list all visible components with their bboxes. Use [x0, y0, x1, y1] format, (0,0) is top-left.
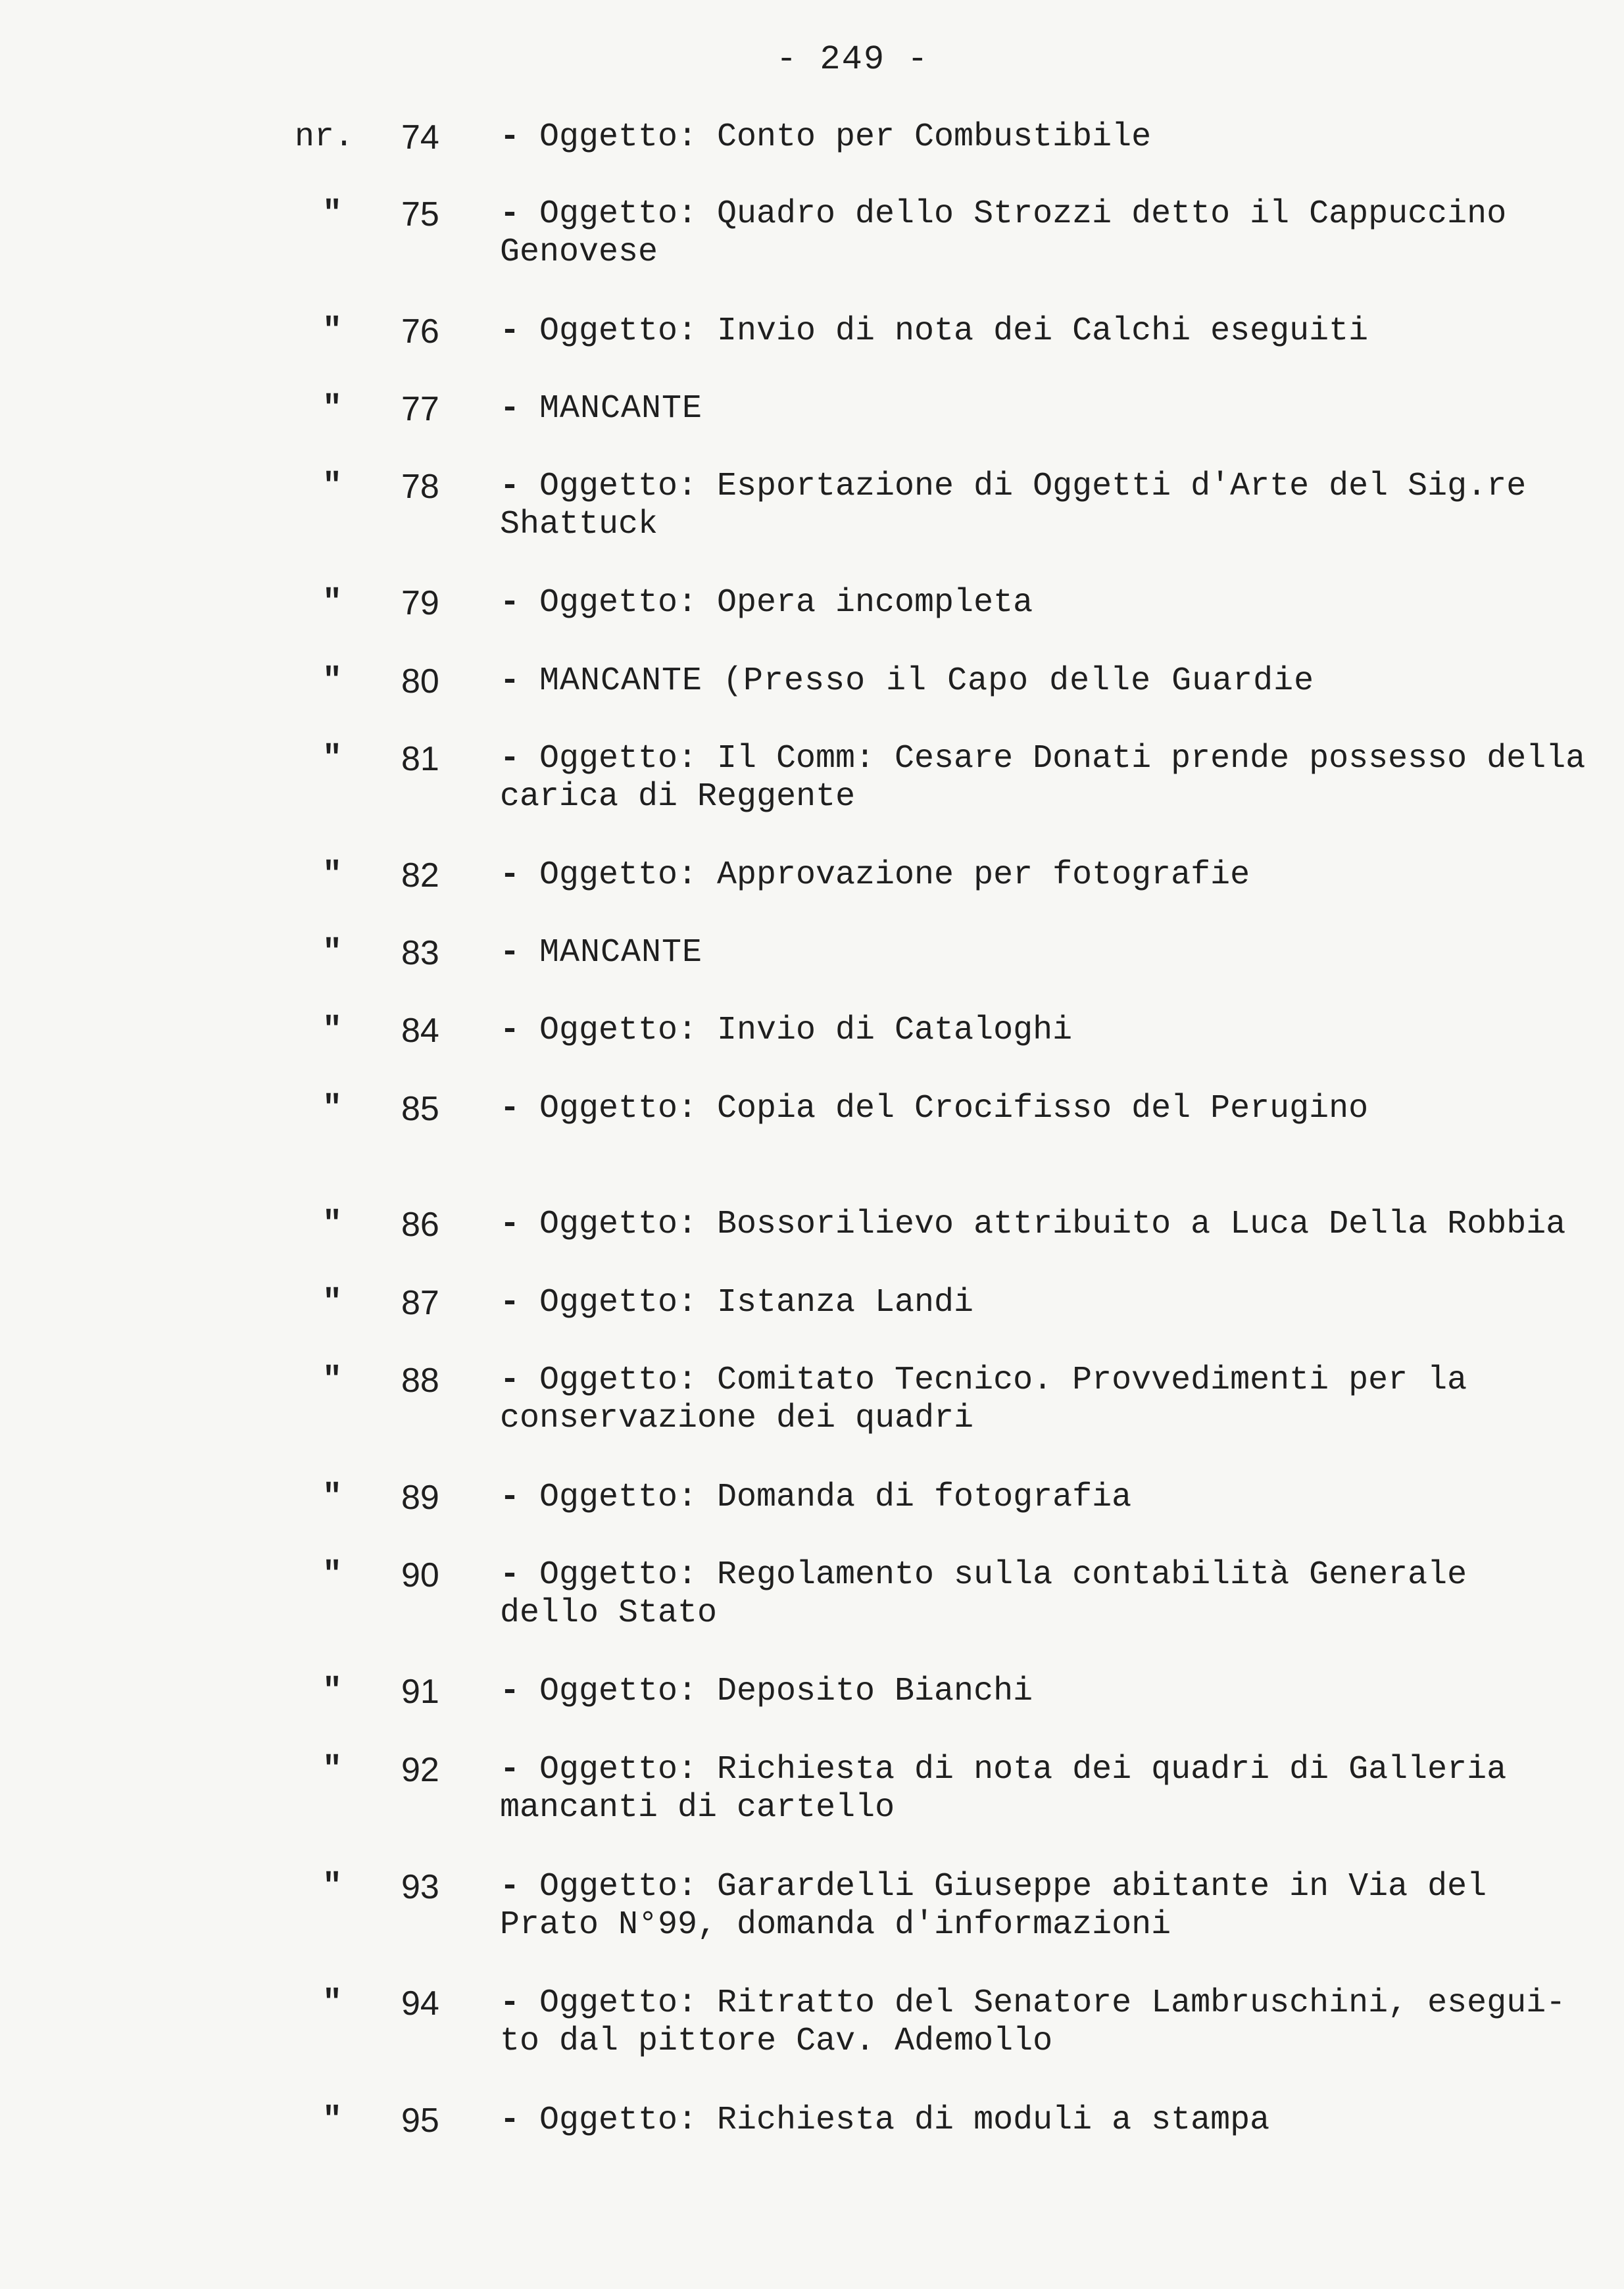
entry-dash: - — [500, 390, 520, 428]
entry-row — [0, 1284, 1624, 1322]
entry-label: Oggetto: — [539, 468, 698, 505]
entry-subject: Bossorilievo attribuito a Luca Della Robbia — [717, 1206, 1566, 1243]
entry-subject-continuation: Shattuck — [500, 506, 658, 543]
ditto-mark: " — [322, 1090, 343, 1127]
entry-dash: - — [500, 118, 520, 156]
ditto-mark: " — [322, 1362, 343, 1399]
entry-subject-continuation: carica di Reggente — [500, 778, 856, 816]
entry-subject-continuation: conservazione dei quadri — [500, 1400, 974, 1437]
entry-number: 83 — [401, 934, 439, 972]
entry-dash: - — [500, 2102, 520, 2139]
ditto-mark: " — [322, 468, 343, 505]
entry-number: 74 — [401, 118, 439, 157]
entry-subject: Ritratto del Senatore Lambruschini, esegui- — [717, 1984, 1566, 2022]
entry-subject: Copia del Crocifisso del Perugino — [717, 1090, 1369, 1127]
entry-label: Oggetto: — [539, 1751, 698, 1788]
entry-dash: - — [500, 1556, 520, 1594]
entry-row — [0, 1751, 1624, 1827]
entry-label: Oggetto: — [539, 1556, 698, 1594]
entry-label: Oggetto: — [539, 1868, 698, 1906]
entry-dash: - — [500, 584, 520, 622]
entry-label: Oggetto: — [539, 195, 698, 233]
ditto-mark: " — [322, 584, 343, 622]
entry-label: Oggetto: — [539, 1012, 698, 1049]
entry-row — [0, 934, 1624, 972]
entry-label: Oggetto: — [539, 740, 698, 777]
ditto-mark: " — [322, 934, 343, 972]
entry-dash: - — [500, 740, 520, 777]
ditto-mark: " — [322, 1012, 343, 1049]
entry-dash: - — [500, 312, 520, 350]
entry-subject: Quadro dello Strozzi detto il Cappuccino — [717, 195, 1507, 233]
ditto-mark: " — [322, 195, 343, 233]
entry-missing-note: MANCANTE (Presso il Capo delle Guardie — [539, 662, 1315, 700]
entry-missing-note: MANCANTE — [539, 390, 703, 428]
entry-number: 87 — [401, 1284, 439, 1322]
page-number: - 249 - — [776, 40, 929, 79]
entry-dash: - — [500, 934, 520, 972]
entry-number: 81 — [401, 740, 439, 778]
entry-row — [0, 584, 1624, 622]
ditto-mark: " — [322, 312, 343, 350]
entry-label: Oggetto: — [539, 1673, 698, 1710]
entry-subject-continuation: mancanti di cartello — [500, 1789, 895, 1827]
ditto-mark: " — [322, 2102, 343, 2139]
entry-number: 80 — [401, 662, 439, 701]
entry-number: 77 — [401, 390, 439, 428]
entry-dash: - — [500, 1868, 520, 1906]
entry-number: 86 — [401, 1206, 439, 1244]
entry-subject: Richiesta di moduli a stampa — [717, 2102, 1270, 2139]
entry-row — [0, 1984, 1624, 2061]
entry-row — [0, 195, 1624, 272]
entry-row — [0, 118, 1624, 157]
entry-dash: - — [500, 468, 520, 505]
entry-row — [0, 2102, 1624, 2140]
entry-subject: Invio di Cataloghi — [717, 1012, 1073, 1049]
entry-number: 78 — [401, 468, 439, 506]
entry-dash: - — [500, 856, 520, 894]
entry-number: 82 — [401, 856, 439, 895]
entry-row — [0, 1090, 1624, 1128]
entry-subject: Il Comm: Cesare Donati prende possesso della — [717, 740, 1586, 777]
ditto-mark: " — [322, 1868, 343, 1906]
entry-dash: - — [500, 1206, 520, 1243]
entry-dash: - — [500, 1673, 520, 1710]
entry-subject: Comitato Tecnico. Provvedimenti per la — [717, 1362, 1467, 1399]
entry-dash: - — [500, 1362, 520, 1399]
entry-prefix: nr. — [295, 118, 355, 156]
entry-subject-continuation: Prato N°99, domanda d'informazioni — [500, 1906, 1171, 1944]
entry-label: Oggetto: — [539, 1206, 698, 1243]
ditto-mark: " — [322, 1673, 343, 1710]
entry-subject: Conto per Combustibile — [717, 118, 1152, 156]
entry-dash: - — [500, 1284, 520, 1321]
entry-dash: - — [500, 1012, 520, 1049]
entry-subject: Deposito Bianchi — [717, 1673, 1033, 1710]
entry-label: Oggetto: — [539, 118, 698, 156]
entry-label: Oggetto: — [539, 1479, 698, 1516]
ditto-mark: " — [322, 1556, 343, 1594]
entry-row — [0, 856, 1624, 895]
entry-label: Oggetto: — [539, 1284, 698, 1321]
ditto-mark: " — [322, 1284, 343, 1321]
entry-number: 92 — [401, 1751, 439, 1789]
entry-number: 93 — [401, 1868, 439, 1906]
entry-dash: - — [500, 1984, 520, 2022]
entry-subject-continuation: Genovese — [500, 234, 658, 271]
entry-row — [0, 1206, 1624, 1244]
ditto-mark: " — [322, 740, 343, 777]
ditto-mark: " — [322, 1984, 343, 2022]
entry-subject: Opera incompleta — [717, 584, 1033, 622]
ditto-mark: " — [322, 662, 343, 700]
entry-dash: - — [500, 1479, 520, 1516]
entry-subject-continuation: to dal pittore Cav. Ademollo — [500, 2023, 1053, 2060]
entry-number: 85 — [401, 1090, 439, 1128]
entry-row — [0, 662, 1624, 701]
entry-row — [0, 312, 1624, 351]
entry-subject: Regolamento sulla contabilità Generale — [717, 1556, 1467, 1594]
ditto-mark: " — [322, 1206, 343, 1243]
entry-dash: - — [500, 1090, 520, 1127]
entry-missing-note: MANCANTE — [539, 934, 703, 972]
entry-row — [0, 1012, 1624, 1050]
ditto-mark: " — [322, 390, 343, 428]
entry-row — [0, 1673, 1624, 1711]
entry-subject: Richiesta di nota dei quadri di Galleria — [717, 1751, 1507, 1788]
entry-row — [0, 468, 1624, 544]
ditto-mark: " — [322, 856, 343, 894]
entry-row — [0, 1868, 1624, 1944]
entry-number: 90 — [401, 1556, 439, 1594]
entry-label: Oggetto: — [539, 856, 698, 894]
entry-number: 76 — [401, 312, 439, 351]
entry-number: 88 — [401, 1362, 439, 1400]
entry-number: 79 — [401, 584, 439, 622]
entry-row — [0, 1556, 1624, 1633]
entry-number: 89 — [401, 1479, 439, 1517]
entry-label: Oggetto: — [539, 1090, 698, 1127]
entry-subject: Istanza Landi — [717, 1284, 974, 1321]
entry-subject: Invio di nota dei Calchi eseguiti — [717, 312, 1369, 350]
entry-number: 84 — [401, 1012, 439, 1050]
entry-label: Oggetto: — [539, 1362, 698, 1399]
entry-row — [0, 1479, 1624, 1517]
ditto-mark: " — [322, 1751, 343, 1788]
entry-label: Oggetto: — [539, 1984, 698, 2022]
entry-dash: - — [500, 195, 520, 233]
entry-row — [0, 740, 1624, 816]
entry-label: Oggetto: — [539, 2102, 698, 2139]
entry-subject: Garardelli Giuseppe abitante in Via del — [717, 1868, 1487, 1906]
entry-number: 91 — [401, 1673, 439, 1711]
entry-label: Oggetto: — [539, 584, 698, 622]
entry-dash: - — [500, 662, 520, 700]
entry-row — [0, 1362, 1624, 1438]
entry-number: 75 — [401, 195, 439, 234]
entry-subject: Approvazione per fotografie — [717, 856, 1250, 894]
entry-label: Oggetto: — [539, 312, 698, 350]
entry-dash: - — [500, 1751, 520, 1788]
entry-row — [0, 390, 1624, 428]
entry-subject: Esportazione di Oggetti d'Arte del Sig.re — [717, 468, 1527, 505]
entry-number: 95 — [401, 2102, 439, 2140]
entry-number: 94 — [401, 1984, 439, 2023]
ditto-mark: " — [322, 1479, 343, 1516]
entry-subject: Domanda di fotografia — [717, 1479, 1132, 1516]
entry-subject-continuation: dello Stato — [500, 1594, 718, 1632]
